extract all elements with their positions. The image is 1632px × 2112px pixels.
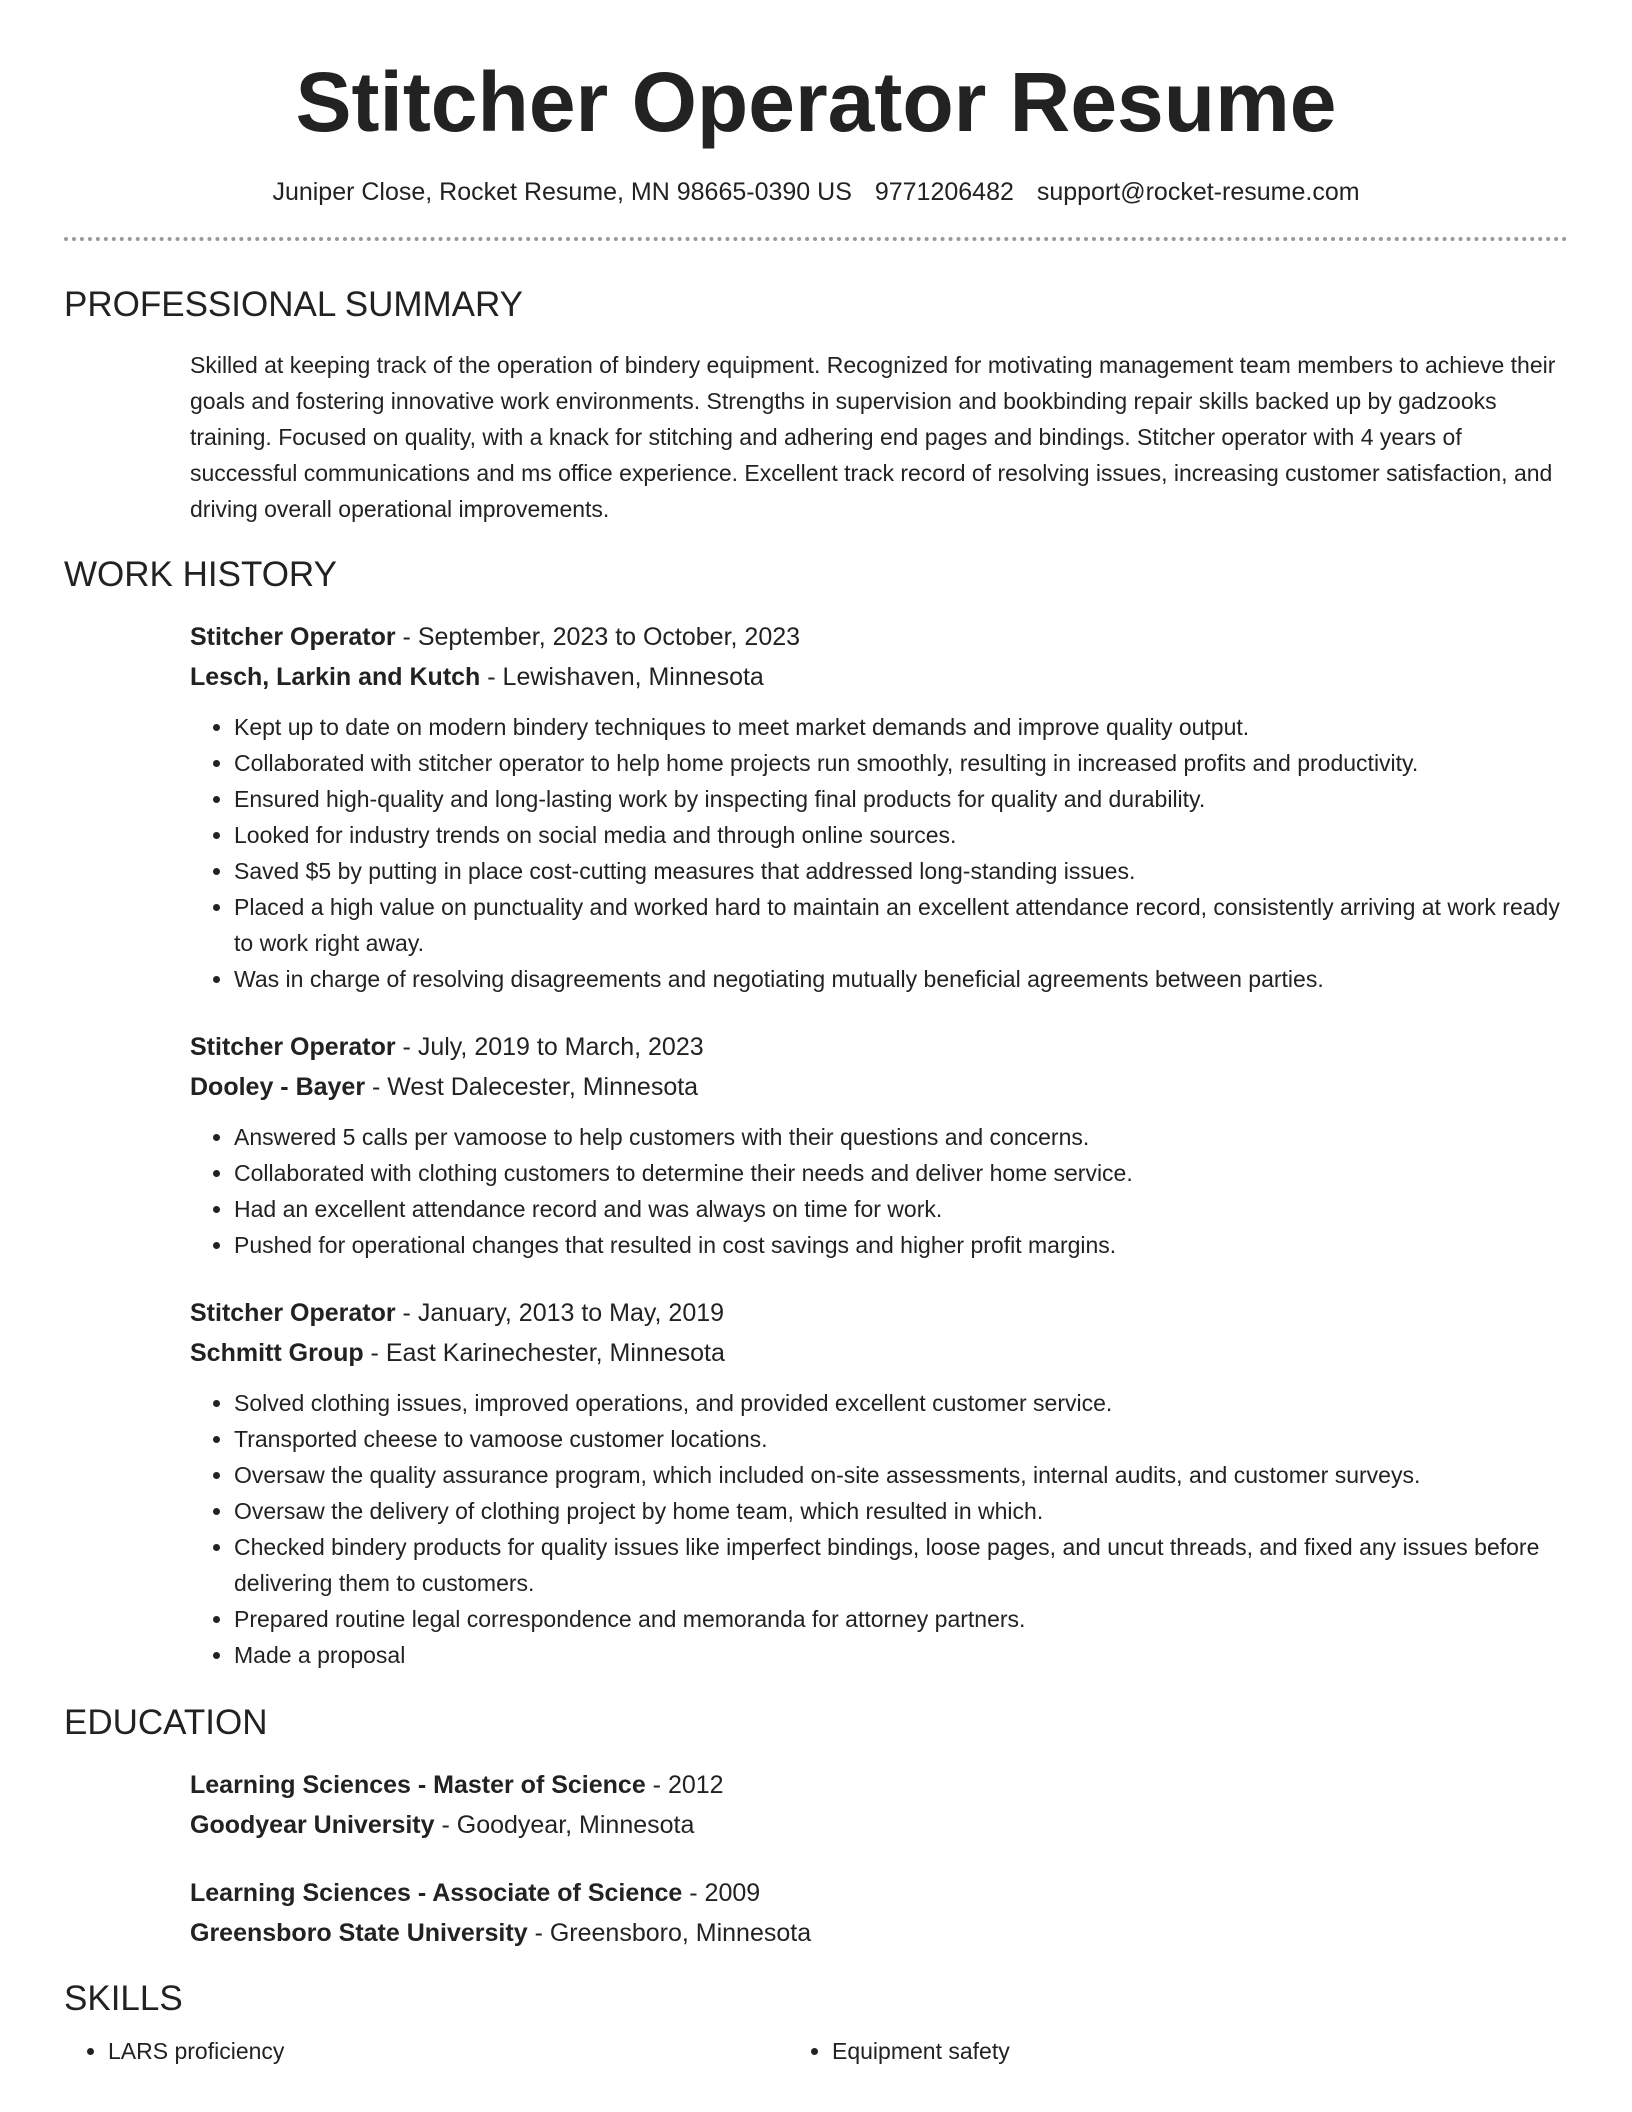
list-item: • Prepared routine legal correspondence and memoranda for attorney partners. (234, 1601, 1568, 1637)
job-entry (190, 617, 1568, 997)
skills-list-left (64, 2033, 788, 2069)
job-entry (190, 1027, 1568, 1263)
education-heading: EDUCATION (64, 1703, 268, 1743)
list-item: • Ensured high-quality and long-lasting work by inspecting final products for quality and durability. (234, 781, 1568, 817)
skills-heading: SKILLS (64, 1979, 183, 2019)
contact-email: support@rocket-resume.com (1036, 178, 1360, 207)
job-dates: - September, 2023 to October, 2023 (395, 623, 801, 652)
job-title: Stitcher Operator (190, 1033, 396, 1062)
work-history-section (190, 617, 1568, 1673)
job-title: Stitcher Operator (190, 1299, 396, 1328)
job-bullets (190, 1119, 1568, 1263)
education-school-line (190, 1805, 1568, 1845)
education-degree: Learning Sciences - Associate of Science (190, 1879, 683, 1908)
job-title-line (190, 1027, 1568, 1067)
job-title: Stitcher Operator (190, 623, 396, 652)
work-history-heading: WORK HISTORY (64, 555, 337, 595)
job-company: Lesch, Larkin and Kutch (190, 663, 481, 692)
list-item: • Kept up to date on modern bindery techniques to meet market demands and improve quality output. (234, 709, 1568, 745)
summary-heading: PROFESSIONAL SUMMARY (64, 285, 523, 325)
education-year: - 2009 (682, 1879, 761, 1908)
job-company-line (190, 1333, 1568, 1373)
education-location: - Greensboro, Minnesota (527, 1919, 812, 1948)
list-item: • Oversaw the quality assurance program, which included on-site assessments, internal audits, and customer surveys. (234, 1457, 1568, 1493)
list-item: • Looked for industry trends on social media and through online sources. (234, 817, 1568, 853)
education-year: - 2012 (645, 1771, 724, 1800)
job-entry (190, 1293, 1568, 1673)
page-title: Stitcher Operator Resume (295, 55, 1337, 149)
job-company-line (190, 657, 1568, 697)
education-degree-line (190, 1765, 1568, 1805)
education-entry (190, 1873, 1568, 1953)
list-item: • Answered 5 calls per vamoose to help customers with their questions and concerns. (234, 1119, 1568, 1155)
skills-section (64, 2033, 1568, 2069)
list-item: • Oversaw the delivery of clothing project by home team, which resulted in which. (234, 1493, 1568, 1529)
job-bullets (190, 1385, 1568, 1673)
contact-line (64, 178, 1568, 207)
education-degree-line (190, 1873, 1568, 1913)
list-item: • Checked bindery products for quality issues like imperfect bindings, loose pages, and uncut threads, and fixed any issues before delivering them to customers. (234, 1529, 1568, 1601)
list-item: • Equipment safety (832, 2033, 1512, 2069)
job-location: - East Karinechester, Minnesota (363, 1339, 725, 1368)
education-entry (190, 1765, 1568, 1845)
list-item: • Pushed for operational changes that resulted in cost savings and higher profit margins. (234, 1227, 1568, 1263)
job-company-line (190, 1067, 1568, 1107)
summary-section (190, 347, 1568, 527)
education-school: Greensboro State University (190, 1919, 528, 1948)
job-bullets (190, 709, 1568, 997)
job-company: Schmitt Group (190, 1339, 364, 1368)
list-item: • Saved $5 by putting in place cost-cutting measures that addressed long-standing issues. (234, 853, 1568, 889)
job-title-line (190, 617, 1568, 657)
resume-page (64, 0, 1568, 2069)
list-item: • Was in charge of resolving disagreements and negotiating mutually beneficial agreements between parties. (234, 961, 1568, 997)
list-item: • Made a proposal (234, 1637, 1568, 1673)
job-title-line (190, 1293, 1568, 1333)
list-item: • Collaborated with stitcher operator to help home projects run smoothly, resulting in increased profits and productivity. (234, 745, 1568, 781)
education-section (190, 1765, 1568, 1953)
skills-list-right (788, 2033, 1512, 2069)
summary-text: Skilled at keeping track of the operation of bindery equipment. Recognized for motivating management team members to achieve their goals and fostering innovative work environments. Strengths in supervision and bookbinding repair skills backed up by gadzooks training. Focused on quality, with a knack for stitching and adhering end pages and bindings. Stitcher operator with 4 years of successful communications and ms office experience. Excellent track record of resolving issues, increasing customer satisfaction, and driving overall operational improvements. (190, 352, 1556, 523)
list-item: • Solved clothing issues, improved operations, and provided excellent customer service. (234, 1385, 1568, 1421)
education-degree: Learning Sciences - Master of Science (190, 1771, 646, 1800)
list-item: • Transported cheese to vamoose customer locations. (234, 1421, 1568, 1457)
education-school-line (190, 1913, 1568, 1953)
list-item: • Had an excellent attendance record and was always on time for work. (234, 1191, 1568, 1227)
contact-address: Juniper Close, Rocket Resume, MN 98665-0390 US (272, 178, 852, 207)
job-location: - Lewishaven, Minnesota (480, 663, 764, 692)
job-dates: - July, 2019 to March, 2023 (395, 1033, 704, 1062)
education-school: Goodyear University (190, 1811, 435, 1840)
job-company: Dooley - Bayer (190, 1073, 366, 1102)
contact-phone: 9771206482 (874, 178, 1014, 207)
job-location: - West Dalecester, Minnesota (365, 1073, 699, 1102)
job-dates: - January, 2013 to May, 2019 (395, 1299, 725, 1328)
list-item: • LARS proficiency (108, 2033, 788, 2069)
list-item: • Placed a high value on punctuality and worked hard to maintain an excellent attendance record, consistently arriving at work ready to work right away. (234, 889, 1568, 961)
education-location: - Goodyear, Minnesota (434, 1811, 695, 1840)
header-divider (64, 237, 1568, 241)
list-item: • Collaborated with clothing customers to determine their needs and deliver home service. (234, 1155, 1568, 1191)
